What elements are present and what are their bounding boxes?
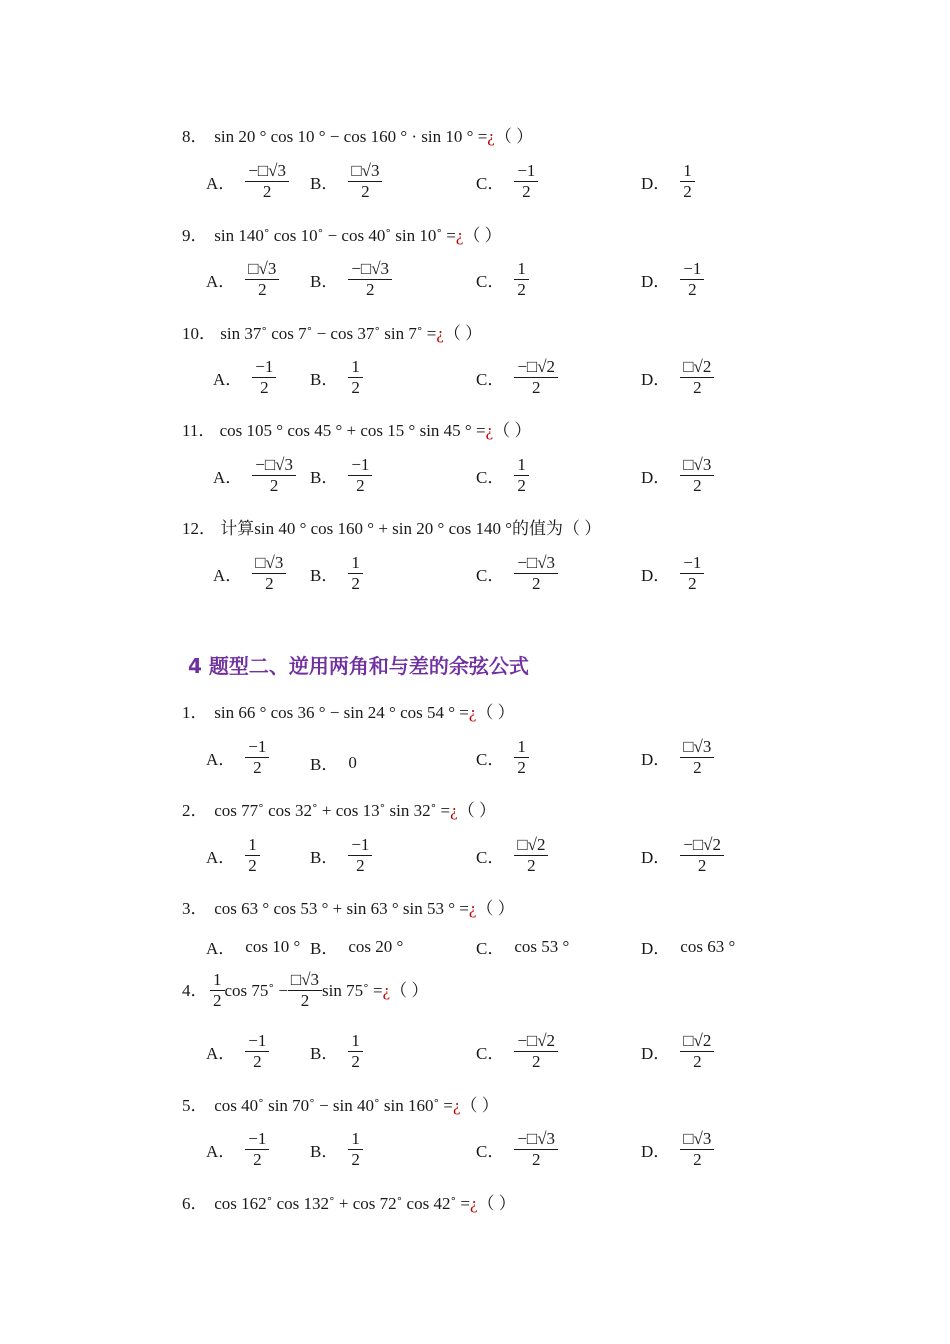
- question-mark: ¿: [469, 1194, 478, 1213]
- question-stem: cos 63 ° cos 53 ° + sin 63 ° sin 53 ° =: [214, 899, 469, 918]
- question-stem: sin 75˚ =: [322, 980, 383, 1000]
- question-1: [182, 702, 515, 724]
- question-stem: cos 105 ° cos 45 ° + cos 15 ° sin 45 ° =: [219, 421, 486, 440]
- option-c[interactable]: C． $\frac{□√2}{2}$: [476, 835, 548, 876]
- option-b[interactable]: B． cos 20 °: [310, 936, 404, 958]
- answer-blank: （ ）: [476, 703, 515, 722]
- option-d[interactable]: D． $\frac{□√2}{2}$: [641, 1031, 714, 1072]
- option-c[interactable]: C． $\frac{1}{2}$: [476, 737, 529, 778]
- option-b[interactable]: B． $\frac{1}{2}$: [310, 553, 363, 594]
- option-b[interactable]: B． $\frac{1}{2}$: [310, 1129, 363, 1170]
- question-mark: ¿: [455, 226, 464, 245]
- question-stem: cos 162˚ cos 132˚ + cos 72˚ cos 42˚ =: [214, 1194, 470, 1213]
- question-5: [182, 1095, 499, 1117]
- question-mark: ¿: [468, 899, 477, 918]
- question-number: 11．: [182, 421, 216, 440]
- question-mark: ¿: [453, 1096, 461, 1115]
- question-number: 3．: [182, 899, 208, 918]
- question-stem: sin 140˚ cos 10˚ − cos 40˚ sin 10˚ =: [214, 226, 456, 245]
- option-b[interactable]: B． $\frac{-□√3}{2}$: [310, 259, 392, 300]
- options-row: [0, 737, 950, 787]
- question-number: 10．: [182, 324, 216, 343]
- answer-blank: （ ）: [457, 801, 496, 820]
- question-6: [182, 1193, 516, 1215]
- question-number: 12．: [182, 519, 216, 538]
- question-number: 4．: [182, 980, 208, 1000]
- question-stem: cos 40˚ sin 70˚ − sin 40˚ sin 160˚ =: [214, 1096, 453, 1115]
- option-a[interactable]: A． $\frac{-1}{2}$: [206, 737, 269, 778]
- option-a[interactable]: A． $\frac{□√3}{2}$: [206, 259, 279, 300]
- option-d[interactable]: D． $\frac{-1}{2}$: [641, 553, 704, 594]
- question-12: [182, 518, 601, 540]
- question-mark: ¿: [485, 421, 494, 440]
- option-d[interactable]: D． $\frac{□√3}{2}$: [641, 455, 714, 496]
- option-b[interactable]: B． 0: [310, 752, 357, 774]
- question-mark: ¿: [382, 980, 391, 1000]
- option-b[interactable]: B． $\frac{-1}{2}$: [310, 835, 372, 876]
- answer-blank: （ ）: [390, 980, 429, 1000]
- option-b[interactable]: B． $\frac{1}{2}$: [310, 1031, 363, 1072]
- stem-fraction: $\frac{□√3}{2}$: [288, 970, 322, 1011]
- option-b[interactable]: B． $\frac{-1}{2}$: [310, 455, 372, 496]
- question-number: 8．: [182, 127, 208, 146]
- options-row: [0, 1129, 950, 1179]
- options-row: [0, 934, 950, 958]
- option-c[interactable]: C． $\frac{-□√2}{2}$: [476, 1031, 558, 1072]
- question-2: [182, 800, 496, 822]
- option-a[interactable]: A． cos 10 °: [206, 936, 301, 958]
- question-8: [182, 126, 533, 148]
- question-number: 2．: [182, 801, 208, 820]
- answer-blank: （ ）: [563, 519, 602, 538]
- options-row: [0, 161, 950, 211]
- option-a[interactable]: A． $\frac{-□√3}{2}$: [213, 455, 296, 496]
- options-row: [0, 1031, 950, 1081]
- option-c[interactable]: C． $\frac{-□√2}{2}$: [476, 357, 558, 398]
- question-10: [182, 323, 482, 345]
- option-c[interactable]: C． cos 53 °: [476, 936, 570, 958]
- option-b[interactable]: B． $\frac{□√3}{2}$: [310, 161, 382, 202]
- answer-blank: （ ）: [477, 1194, 516, 1213]
- option-c[interactable]: C． $\frac{-□√3}{2}$: [476, 1129, 558, 1170]
- answer-blank: （ ）: [493, 421, 532, 440]
- question-stem: cos 77˚ cos 32˚ + cos 13˚ sin 32˚ =: [214, 801, 451, 820]
- question-stem: sin 37˚ cos 7˚ − cos 37˚ sin 7˚ =: [220, 324, 437, 343]
- stem-fraction: $\frac{1}{2}$: [210, 970, 225, 1011]
- option-d[interactable]: D． $\frac{□√3}{2}$: [641, 1129, 714, 1170]
- question-stem: sin 66 ° cos 36 ° − sin 24 ° cos 54 ° =: [214, 703, 469, 722]
- question-stem: 计算sin 40 ° cos 160 ° + sin 20 ° cos 140 °的值为: [220, 519, 564, 538]
- answer-blank: （ ）: [476, 899, 515, 918]
- question-3: [182, 898, 515, 920]
- question-mark: ¿: [487, 127, 495, 146]
- question-number: 6．: [182, 1194, 208, 1213]
- option-a[interactable]: A． $\frac{1}{2}$: [206, 835, 260, 876]
- answer-blank: （ ）: [494, 127, 534, 146]
- option-d[interactable]: D． $\frac{-□√2}{2}$: [641, 835, 724, 876]
- question-mark: ¿: [450, 801, 458, 820]
- option-c[interactable]: C． $\frac{-1}{2}$: [476, 161, 538, 202]
- question-number: 9．: [182, 226, 208, 245]
- option-a[interactable]: A． $\frac{-□√3}{2}$: [206, 161, 289, 202]
- options-row: [0, 455, 950, 505]
- option-a[interactable]: A． $\frac{□√3}{2}$: [213, 553, 286, 594]
- options-row: [0, 357, 950, 407]
- options-row: [0, 835, 950, 885]
- question-number: 5．: [182, 1096, 208, 1115]
- option-b[interactable]: B． $\frac{1}{2}$: [310, 357, 363, 398]
- question-9: [182, 225, 502, 247]
- question-mark: ¿: [468, 703, 477, 722]
- option-c[interactable]: C． $\frac{-□√3}{2}$: [476, 553, 558, 594]
- options-row: [0, 553, 950, 603]
- options-row: [0, 259, 950, 309]
- option-a[interactable]: A． $\frac{-1}{2}$: [206, 1129, 269, 1170]
- option-a[interactable]: A． $\frac{-1}{2}$: [206, 1031, 269, 1072]
- option-d[interactable]: D． $\frac{□√2}{2}$: [641, 357, 714, 398]
- option-d[interactable]: D． cos 63 °: [641, 936, 736, 958]
- option-d[interactable]: D． $\frac{-1}{2}$: [641, 259, 704, 300]
- question-4: [182, 970, 428, 1011]
- option-d[interactable]: D． $\frac{□√3}{2}$: [641, 737, 714, 778]
- question-11: [182, 420, 531, 442]
- option-a[interactable]: A． $\frac{-1}{2}$: [213, 357, 276, 398]
- answer-blank: （ ）: [460, 1096, 499, 1115]
- section-heading: 4 题型二、逆用两角和与差的余弦公式: [188, 654, 529, 678]
- option-c[interactable]: C． $\frac{1}{2}$: [476, 259, 529, 300]
- question-number: 1．: [182, 703, 208, 722]
- question-stem: cos 75˚ −: [224, 980, 288, 1000]
- option-d[interactable]: D． $\frac{1}{2}$: [641, 161, 695, 202]
- answer-blank: （ ）: [443, 324, 483, 343]
- question-stem: sin 20 ° cos 10 ° − cos 160 ° · sin 10 ° =: [214, 127, 488, 146]
- question-mark: ¿: [436, 324, 444, 343]
- option-c[interactable]: C． $\frac{1}{2}$: [476, 455, 529, 496]
- answer-blank: （ ）: [463, 226, 502, 245]
